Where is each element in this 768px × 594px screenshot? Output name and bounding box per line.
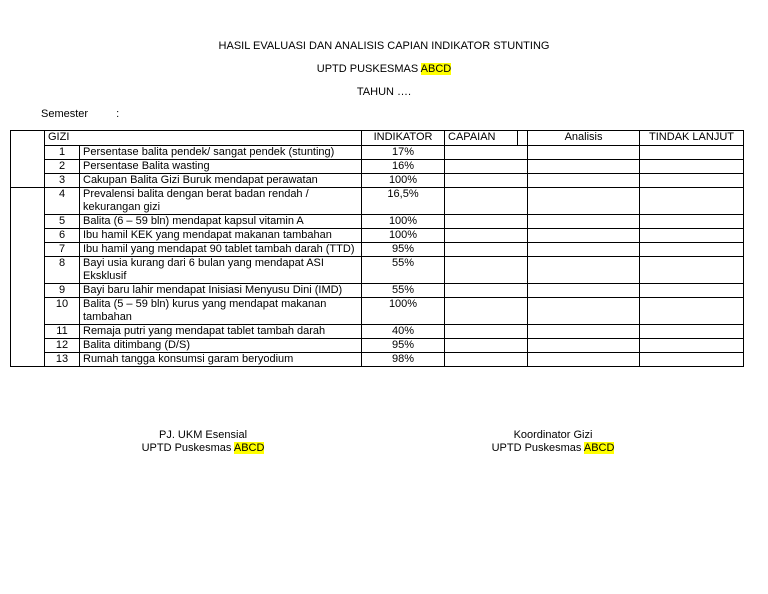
row-description: Persentase balita pendek/ sangat pendek (stunting) bbox=[80, 146, 362, 160]
table-side-cell bbox=[11, 339, 45, 353]
row-tindak-lanjut bbox=[640, 339, 744, 353]
table-side-cell bbox=[11, 215, 45, 229]
row-target: 100% bbox=[362, 298, 445, 325]
row-tindak-lanjut bbox=[640, 188, 744, 215]
table-side-cell bbox=[11, 188, 45, 215]
table-row bbox=[11, 243, 744, 257]
row-analisis bbox=[528, 188, 640, 215]
row-description: Cakupan Balita Gizi Buruk mendapat perawatan bbox=[80, 174, 362, 188]
row-description: Balita ditimbang (D/S) bbox=[80, 339, 362, 353]
header-gizi: GIZI bbox=[45, 131, 362, 146]
row-number: 9 bbox=[45, 284, 80, 298]
table-side-cell bbox=[11, 243, 45, 257]
row-capaian bbox=[445, 339, 528, 353]
row-capaian bbox=[445, 298, 528, 325]
row-number: 6 bbox=[45, 229, 80, 243]
signature-left-org-prefix: UPTD Puskesmas bbox=[141, 442, 234, 454]
subtitle-highlight: ABCD bbox=[420, 63, 452, 75]
table-side-cell bbox=[11, 353, 45, 367]
table-row bbox=[11, 160, 744, 174]
semester-line bbox=[41, 108, 119, 120]
subtitle-prefix: UPTD PUSKESMAS bbox=[316, 63, 421, 75]
row-analisis bbox=[528, 257, 640, 284]
row-number: 5 bbox=[45, 215, 80, 229]
table-side-cell bbox=[11, 160, 45, 174]
row-tindak-lanjut bbox=[640, 353, 744, 367]
row-number: 3 bbox=[45, 174, 80, 188]
row-target: 95% bbox=[362, 339, 445, 353]
row-tindak-lanjut bbox=[640, 229, 744, 243]
row-analisis bbox=[528, 353, 640, 367]
row-tindak-lanjut bbox=[640, 325, 744, 339]
table-row bbox=[11, 215, 744, 229]
row-target: 40% bbox=[362, 325, 445, 339]
row-target: 100% bbox=[362, 174, 445, 188]
row-capaian bbox=[445, 257, 528, 284]
row-target: 55% bbox=[362, 257, 445, 284]
row-target: 98% bbox=[362, 353, 445, 367]
signature-left-org-highlight: ABCD bbox=[233, 442, 265, 454]
row-tindak-lanjut bbox=[640, 215, 744, 229]
document-year: TAHUN …. bbox=[356, 86, 412, 98]
document-title: HASIL EVALUASI DAN ANALISIS CAPIAN INDIKATOR STUNTING bbox=[218, 40, 550, 52]
header-tindak-lanjut: TINDAK LANJUT bbox=[640, 131, 744, 146]
row-number: 4 bbox=[45, 188, 80, 215]
signature-left bbox=[103, 429, 303, 455]
row-capaian bbox=[445, 188, 528, 215]
table-row bbox=[11, 339, 744, 353]
row-description: Balita (6 – 59 bln) mendapat kapsul vitamin A bbox=[80, 215, 362, 229]
row-description: Bayi usia kurang dari 6 bulan yang mendapat ASI Eksklusif bbox=[80, 257, 362, 284]
row-description: Ibu hamil KEK yang mendapat makanan tambahan bbox=[80, 229, 362, 243]
row-number: 1 bbox=[45, 146, 80, 160]
signature-left-org bbox=[103, 442, 303, 455]
row-target: 100% bbox=[362, 215, 445, 229]
table-side-cell bbox=[11, 257, 45, 284]
table-side-cell bbox=[11, 174, 45, 188]
row-capaian bbox=[445, 243, 528, 257]
row-tindak-lanjut bbox=[640, 160, 744, 174]
row-description: Remaja putri yang mendapat tablet tambah darah bbox=[80, 325, 362, 339]
signature-left-title: PJ. UKM Esensial bbox=[158, 429, 248, 441]
table-row bbox=[11, 298, 744, 325]
row-tindak-lanjut bbox=[640, 243, 744, 257]
row-analisis bbox=[528, 174, 640, 188]
table-row bbox=[11, 284, 744, 298]
row-analisis bbox=[528, 284, 640, 298]
semester-label: Semester bbox=[41, 108, 89, 120]
row-analisis bbox=[528, 298, 640, 325]
row-number: 8 bbox=[45, 257, 80, 284]
row-description: Balita (5 – 59 bln) kurus yang mendapat makanan tambahan bbox=[80, 298, 362, 325]
table-row bbox=[11, 325, 744, 339]
row-number: 13 bbox=[45, 353, 80, 367]
row-capaian bbox=[445, 284, 528, 298]
table-side-cell bbox=[11, 284, 45, 298]
header-capaian-label: CAPAIAN bbox=[448, 131, 496, 143]
row-number: 12 bbox=[45, 339, 80, 353]
signature-right-org bbox=[453, 442, 653, 455]
row-number: 7 bbox=[45, 243, 80, 257]
row-number: 11 bbox=[45, 325, 80, 339]
row-target: 100% bbox=[362, 229, 445, 243]
row-analisis bbox=[528, 325, 640, 339]
table-row bbox=[11, 353, 744, 367]
row-description: Persentase Balita wasting bbox=[80, 160, 362, 174]
row-description: Ibu hamil yang mendapat 90 tablet tambah darah (TTD) bbox=[80, 243, 362, 257]
row-capaian bbox=[445, 174, 528, 188]
header-capaian bbox=[445, 131, 528, 146]
row-analisis bbox=[528, 146, 640, 160]
row-capaian bbox=[445, 146, 528, 160]
row-number: 2 bbox=[45, 160, 80, 174]
header-divider bbox=[517, 130, 518, 145]
table-row bbox=[11, 146, 744, 160]
row-target: 55% bbox=[362, 284, 445, 298]
row-tindak-lanjut bbox=[640, 298, 744, 325]
table-row bbox=[11, 174, 744, 188]
row-analisis bbox=[528, 215, 640, 229]
row-description: Prevalensi balita dengan berat badan rendah / kekurangan gizi bbox=[80, 188, 362, 215]
row-target: 16% bbox=[362, 160, 445, 174]
row-tindak-lanjut bbox=[640, 146, 744, 160]
header-analisis: Analisis bbox=[528, 131, 640, 146]
row-target: 95% bbox=[362, 243, 445, 257]
document-subtitle bbox=[0, 63, 768, 75]
table-side-cell bbox=[11, 146, 45, 160]
row-capaian bbox=[445, 160, 528, 174]
row-analisis bbox=[528, 243, 640, 257]
row-capaian bbox=[445, 229, 528, 243]
table-side-cell bbox=[11, 131, 45, 146]
row-description: Bayi baru lahir mendapat Inisiasi Menyusu Dini (IMD) bbox=[80, 284, 362, 298]
row-description: Rumah tangga konsumsi garam beryodium bbox=[80, 353, 362, 367]
row-tindak-lanjut bbox=[640, 284, 744, 298]
indicator-table bbox=[10, 130, 744, 367]
header-indikator: INDIKATOR bbox=[362, 131, 445, 146]
table-side-cell bbox=[11, 298, 45, 325]
row-analisis bbox=[528, 160, 640, 174]
signature-right-org-prefix: UPTD Puskesmas bbox=[491, 442, 584, 454]
signature-right-title: Koordinator Gizi bbox=[513, 429, 593, 441]
table-row bbox=[11, 229, 744, 243]
signature-right-org-highlight: ABCD bbox=[583, 442, 615, 454]
table-header-row bbox=[11, 131, 744, 146]
semester-colon: : bbox=[116, 108, 120, 120]
signature-right bbox=[453, 429, 653, 455]
row-capaian bbox=[445, 215, 528, 229]
row-capaian bbox=[445, 353, 528, 367]
row-target: 16,5% bbox=[362, 188, 445, 215]
table-row bbox=[11, 257, 744, 284]
row-tindak-lanjut bbox=[640, 257, 744, 284]
table-row bbox=[11, 188, 744, 215]
row-number: 10 bbox=[45, 298, 80, 325]
row-target: 17% bbox=[362, 146, 445, 160]
row-capaian bbox=[445, 325, 528, 339]
table-side-cell bbox=[11, 325, 45, 339]
row-tindak-lanjut bbox=[640, 174, 744, 188]
row-analisis bbox=[528, 339, 640, 353]
table-side-cell bbox=[11, 229, 45, 243]
row-analisis bbox=[528, 229, 640, 243]
